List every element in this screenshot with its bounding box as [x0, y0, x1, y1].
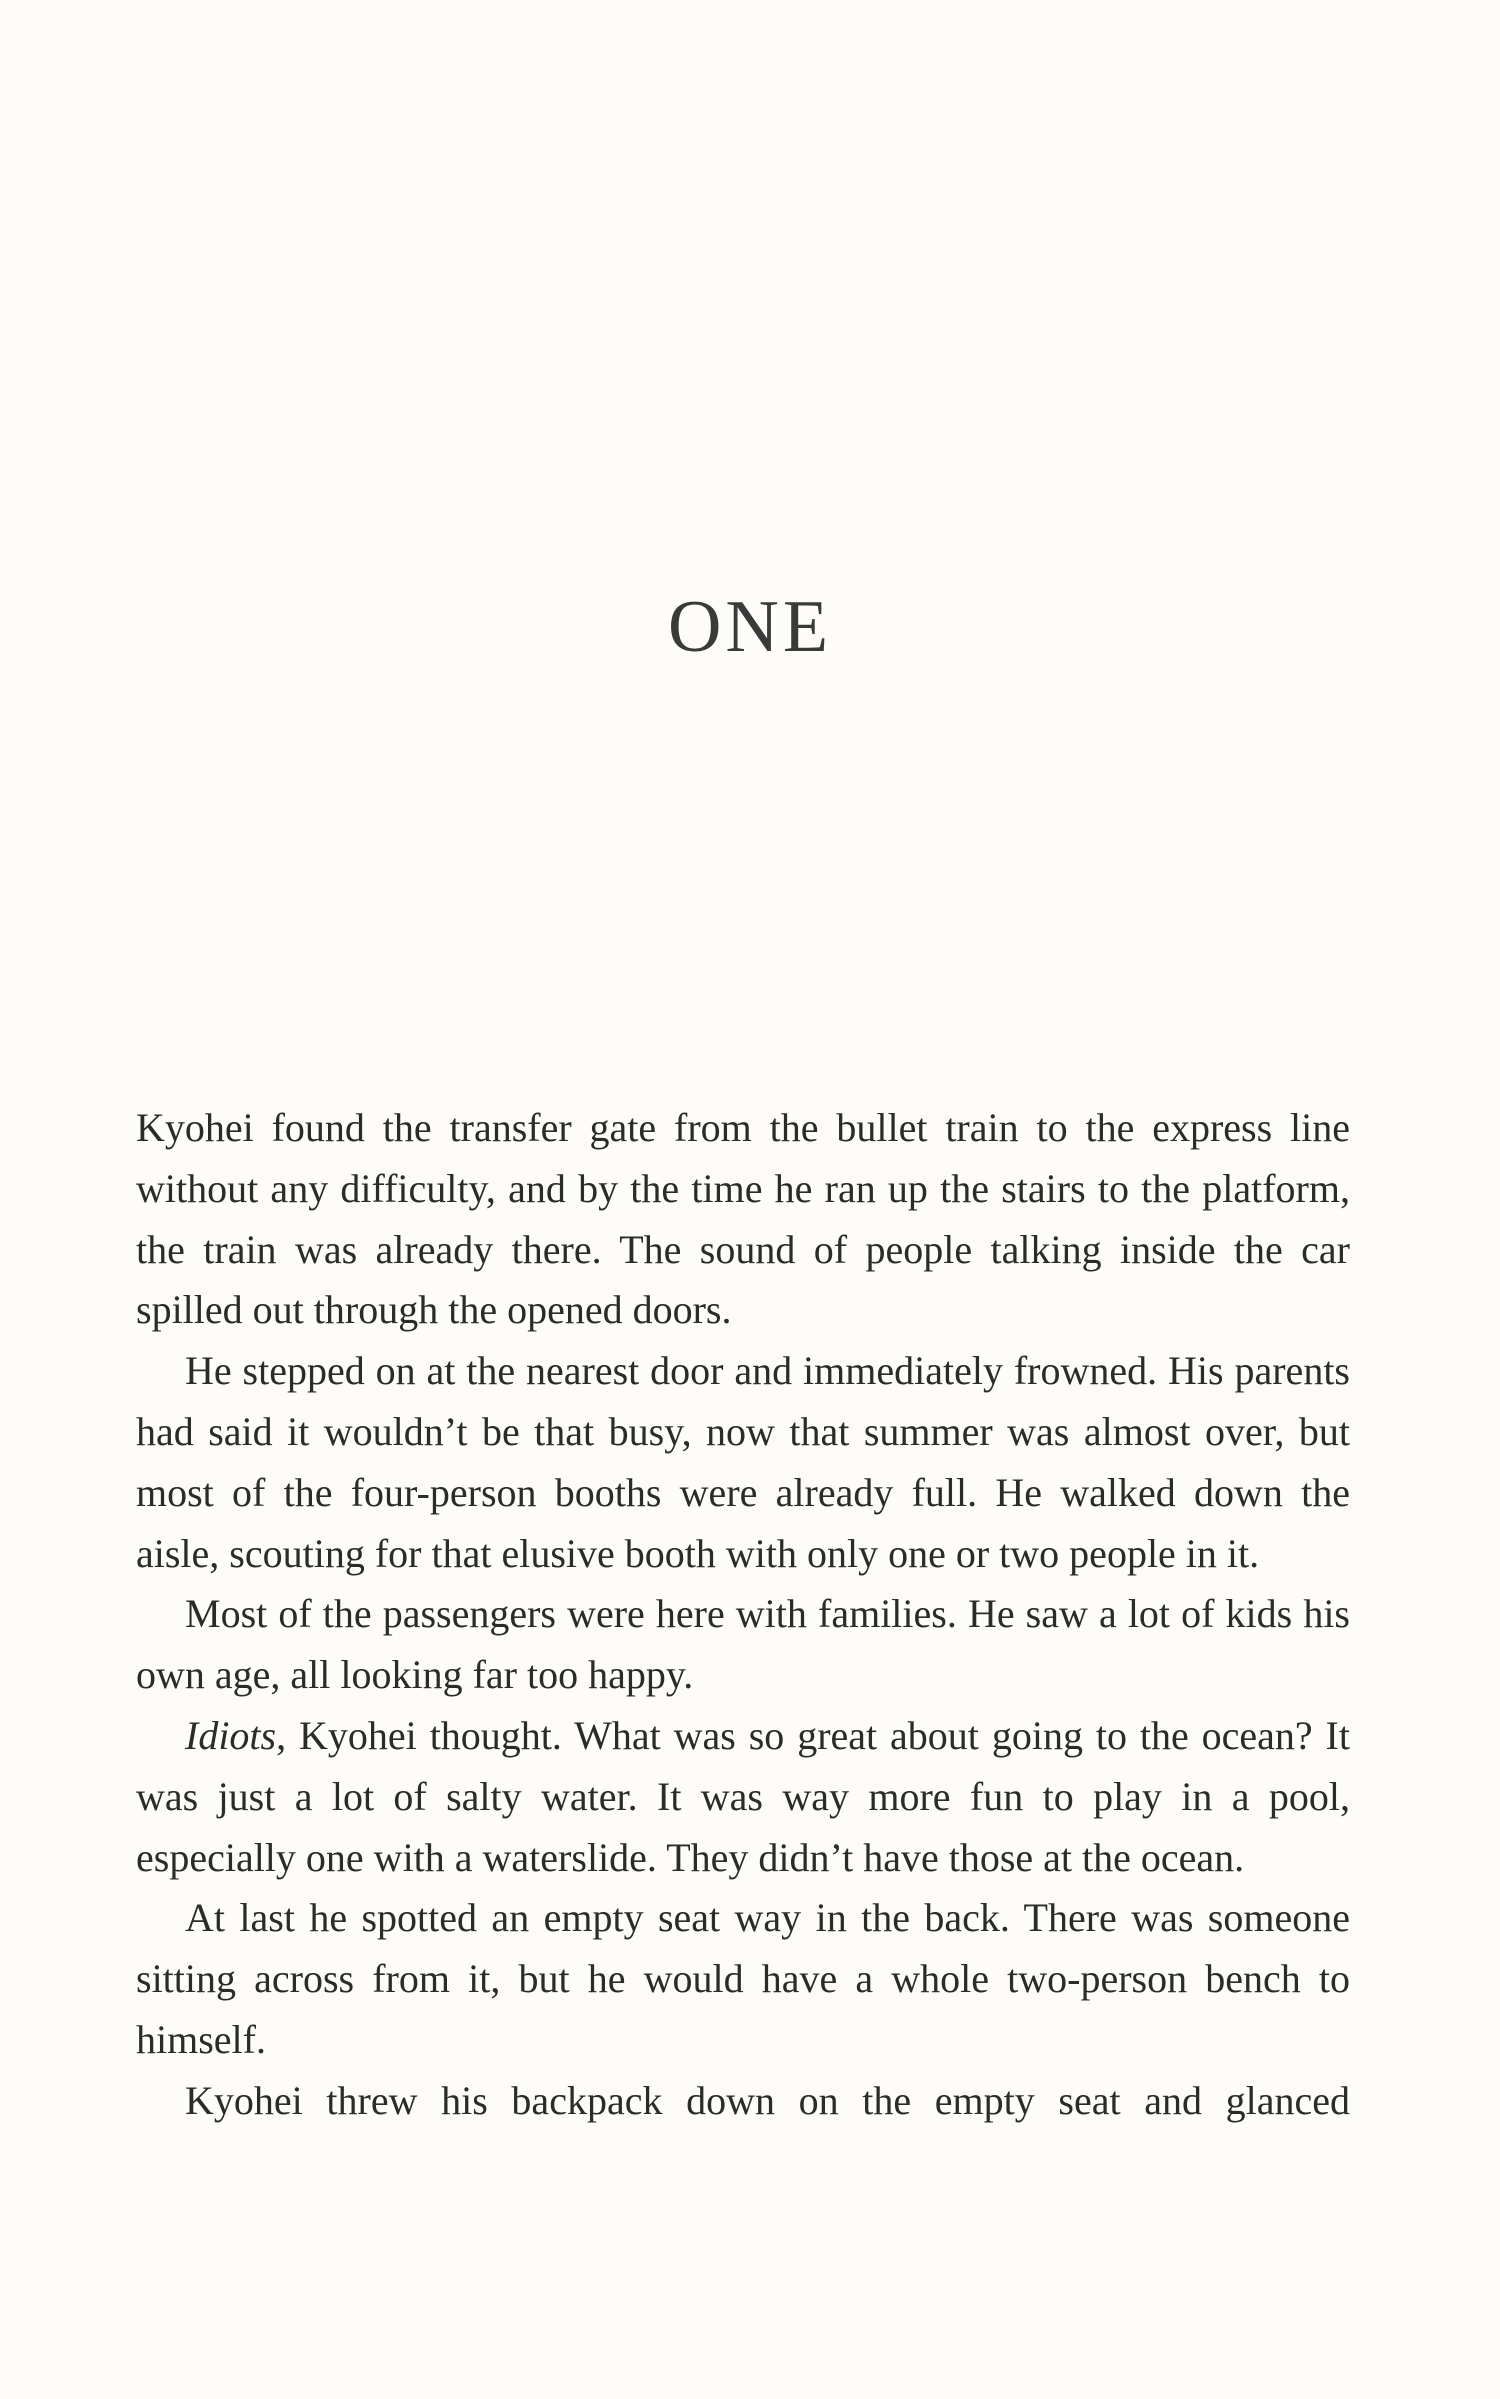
paragraph: At last he spotted an empty seat way in the back. There was someone sitting across from it, but he would have a whole two-person bench to himself.	[136, 1895, 1350, 2062]
chapter-title: ONE	[667, 586, 833, 668]
italic-word: Idiots	[185, 1712, 277, 1758]
paragraph: Kyohei threw his backpack down on the empty seat and glanced	[185, 2077, 1350, 2123]
paragraph: Kyohei found the transfer gate from the bullet train to the express line without any difficulty, and by the time he ran up the stairs to the platform, the train was already there. The sound of people talking inside the car spilled out through the opened doors.	[136, 1105, 1350, 1333]
paragraph: He stepped on at the nearest door and immediately frowned. His parents had said it wouldn’t be that busy, now that summer was almost over, but most of the four-person booths were already full. He walked down the aisle, scouting for that elusive booth with only one or two people in it.	[136, 1348, 1350, 1576]
paragraph	[136, 1706, 1350, 1888]
chapter-body	[136, 1098, 1350, 2132]
paragraph: Most of the passengers were here with families. He saw a lot of kids his own age, all looking far too happy.	[136, 1591, 1350, 1698]
paragraph-text: , Kyohei thought. What was so great about going to the ocean? It was just a lot of salty water. It was way more fun to play in a pool, especially one with a waterslide. They didn’t have those at the ocean.	[136, 1712, 1350, 1880]
